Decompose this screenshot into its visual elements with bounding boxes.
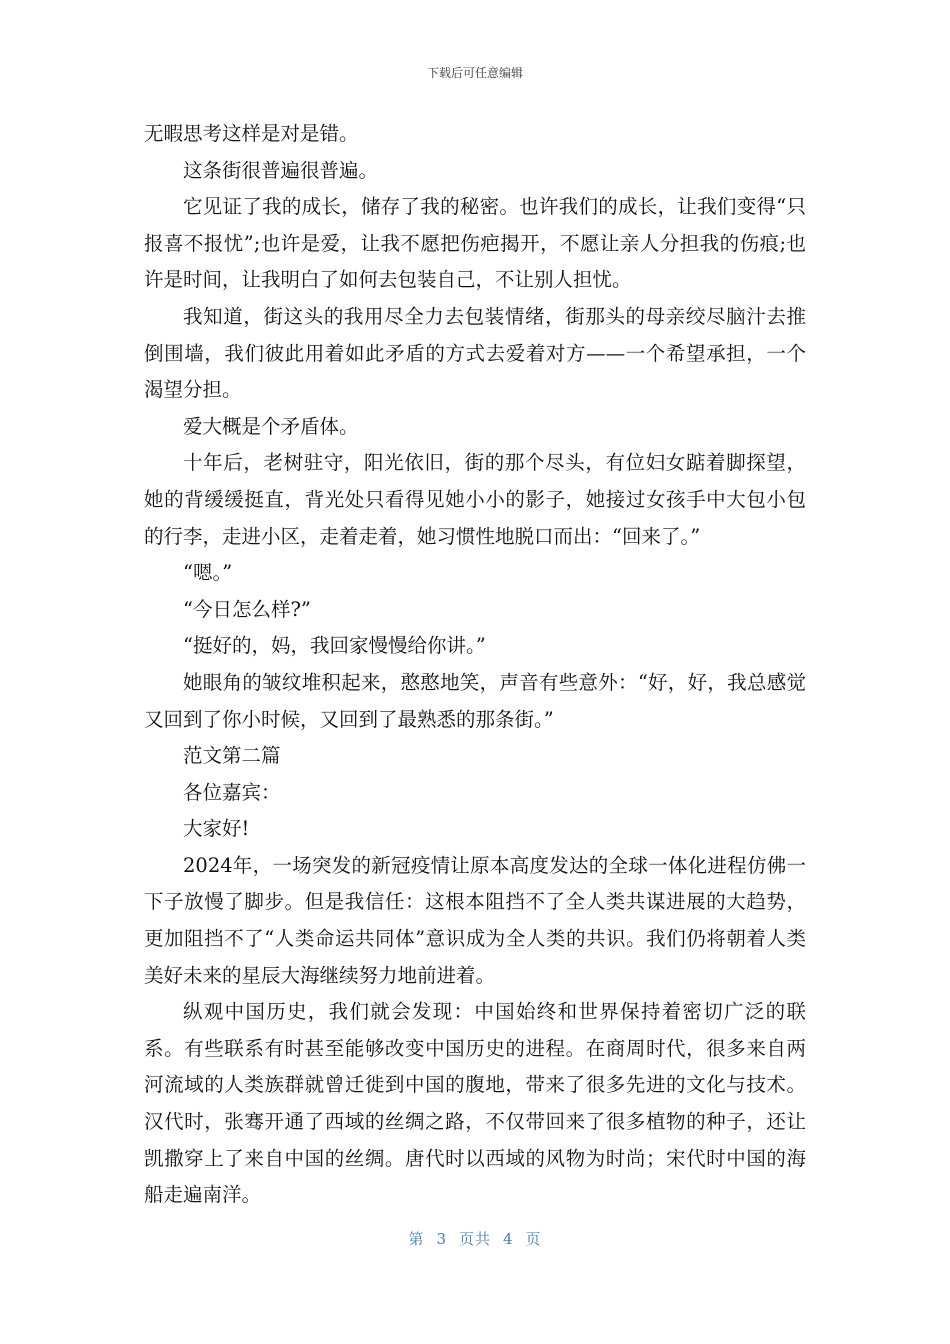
document-body (144, 116, 806, 1214)
page-footer (0, 1228, 950, 1249)
paragraph: 她眼角的皱纹堆积起来，憨憨地笑，声音有些意外：“好，好，我总感觉又回到了你小时候，又回到了最熟悉的那条街。” (144, 670, 806, 731)
paragraph: 这条街很普遍很普遍。 (183, 158, 379, 182)
section-heading: 范文第二篇 (183, 744, 281, 768)
footer-prefix: 第 (408, 1230, 425, 1248)
page-total: 4 (503, 1230, 514, 1248)
footer-suffix: 页 (525, 1230, 542, 1248)
paragraph: 纵观中国历史，我们就会发现：中国始终和世界保持着密切广泛的联系。有些联系有时甚至能够改变中国历史的进程。在商周时代，很多来自两河流域的人类族群就曾迁徙到中国的腹地，带来了很多先进的文化与技术。汉代时，张骞开通了西域的丝绸之路，不仅带回来了很多植物的种子，还让凯撒穿上了来自中国的丝绸。唐代时以西域的风物为时尚；宋代时中国的海船走遍南洋。 (144, 1000, 806, 1207)
paragraph: 爱大概是个矛盾体。 (183, 414, 359, 438)
paragraph: 我知道，街这头的我用尽全力去包装情绪，街那头的母亲绞尽脑汁去推倒围墙，我们彼此用着如此矛盾的方式去爱着对方——一个希望承担，一个渴望分担。 (144, 304, 806, 402)
paragraph: 2024年，一场突发的新冠疫情让原本高度发达的全球一体化进程仿佛一下子放慢了脚步。但是我信任：这根本阻挡不了全人类共谋进展的大趋势，更加阻挡不了“人类命运共同体”意识成为全人类的共识。我们仍将朝着人类美好未来的星辰大海继续努力地前进着。 (144, 853, 806, 987)
paragraph: “嗯。” (183, 561, 233, 585)
page-number: 3 (436, 1230, 447, 1248)
paragraph: 它见证了我的成长，储存了我的秘密。也许我们的成长，让我们变得“只报喜不报忧”;也许是爱，让我不愿把伤疤揭开，不愿让亲人分担我的伤痕;也许是时间，让我明白了如何去包装自己，不让别人担忧。 (144, 195, 806, 292)
paragraph: “今日怎么样?” (183, 597, 311, 621)
page-header: 下载后可任意编辑 (426, 66, 523, 80)
paragraph: 大家好! (183, 817, 250, 841)
paragraph: 各位嘉宾： (183, 780, 281, 804)
paragraph: 无暇思考这样是对是错。 (144, 122, 359, 145)
paragraph: “挺好的，妈，我回家慢慢给你讲。” (183, 634, 486, 658)
footer-middle: 页共 (458, 1230, 491, 1248)
paragraph: 十年后，老树驻守，阳光依旧，街的那个尽头，有位妇女踮着脚探望，她的背缓缓挺直，背光处只看得见她小小的影子，她接过女孩手中大包小包的行李，走进小区，走着走着，她习惯性地脱口而出：“回来了。” (144, 451, 806, 548)
